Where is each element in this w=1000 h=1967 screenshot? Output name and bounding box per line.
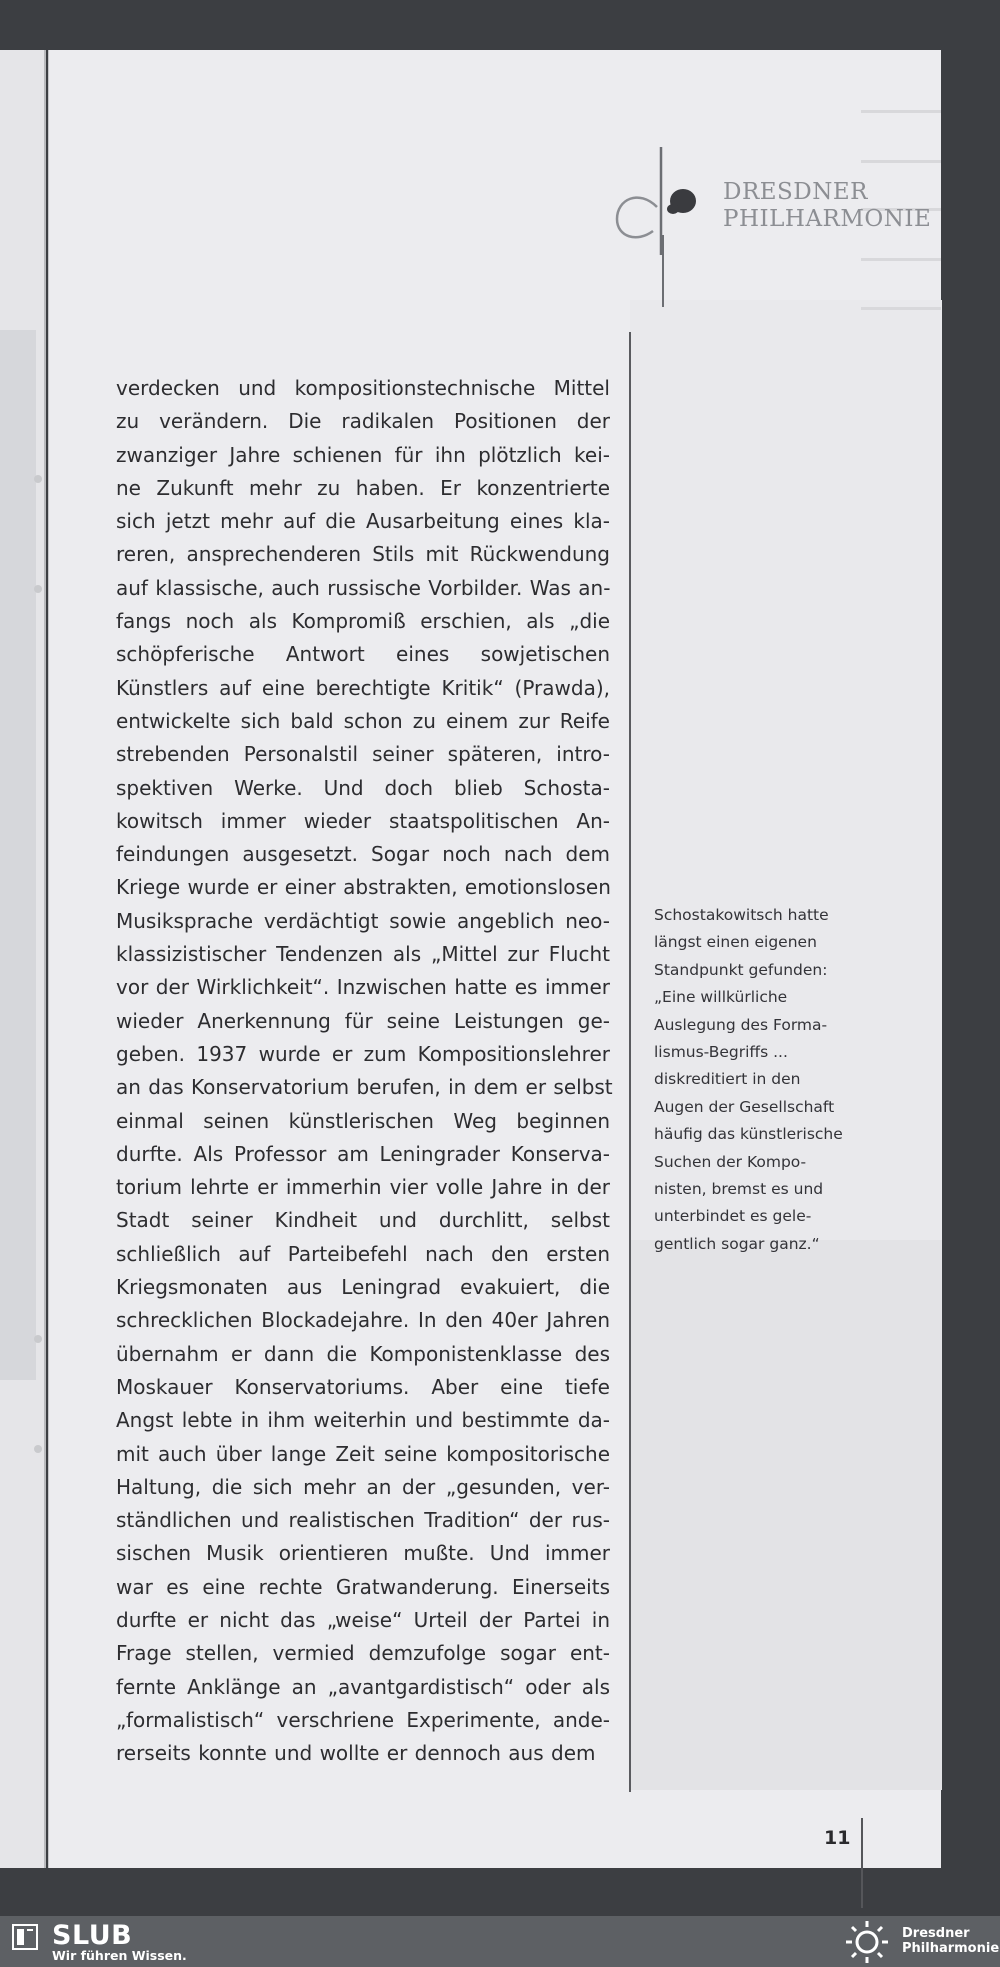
body-text-line: mit auch über lange Zeit seine kompositorische bbox=[116, 1441, 610, 1466]
page-number: 11 bbox=[824, 1827, 851, 1849]
body-text-line: schrecklichen Blockadejahre. In den 40er Jahren bbox=[116, 1308, 610, 1333]
body-text-line: an das Konservatorium berufen, in dem er selbst bbox=[116, 1075, 613, 1100]
body-text-line: reren, ansprechenderen Stils mit Rückwendung bbox=[116, 542, 610, 567]
body-text-line: rerseits konnte und wollte er dennoch aus dem bbox=[116, 1741, 596, 1766]
body-text-line: durfte er nicht das „weise“ Urteil der Partei in bbox=[116, 1607, 610, 1632]
sidebar-quote-line: Standpunkt gefunden: bbox=[654, 960, 828, 979]
body-text-line: feindungen ausgesetzt. Sogar noch nach dem bbox=[116, 842, 610, 867]
body-text-line: kowitsch immer wieder staatspolitischen An- bbox=[116, 808, 610, 833]
body-text-line: geben. 1937 wurde er zum Kompositionslehrer bbox=[116, 1041, 610, 1066]
body-text-line: übernahm er dann die Komponistenklasse des bbox=[116, 1341, 610, 1366]
body-text-line: Angst lebte in ihm weiterhin und bestimmte da- bbox=[116, 1408, 610, 1433]
body-text-line: Frage stellen, vermied demzufolge sogar ent- bbox=[116, 1641, 610, 1666]
body-text-line: zwanziger Jahre schienen für ihn plötzlich kei- bbox=[116, 442, 610, 467]
sidebar-quote-line: lismus-Begriffs ... bbox=[654, 1043, 788, 1062]
column-divider bbox=[629, 332, 631, 1792]
binding-hole bbox=[34, 585, 42, 593]
body-text-line: Kriegsmonaten aus Leningrad evakuiert, die bbox=[116, 1275, 610, 1300]
body-text-line: war es eine rechte Gratwanderung. Einerseits bbox=[116, 1574, 610, 1599]
body-text-line: ne Zukunft mehr zu haben. Er konzentrierte bbox=[116, 475, 610, 500]
body-text-line: durfte. Als Professor am Leningrader Konserva- bbox=[116, 1141, 610, 1166]
body-text-line: schließlich auf Parteibefehl nach den ersten bbox=[116, 1241, 610, 1266]
body-text-line: zu verändern. Die radikalen Positionen der bbox=[116, 409, 610, 434]
sidebar-quote-line: Suchen der Kompo- bbox=[654, 1152, 807, 1171]
body-text-line: Kriege wurde er einer abstrakten, emotionslosen bbox=[116, 875, 611, 900]
sidebar-quote-line: Augen der Gesellschaft bbox=[654, 1097, 835, 1116]
dresdner-philharmonie-logo bbox=[587, 95, 932, 315]
body-text-line: sischen Musik orientieren mußte. Und immer bbox=[116, 1541, 610, 1566]
sidebar-quote bbox=[654, 902, 904, 1258]
body-text-line: sich jetzt mehr auf die Ausarbeitung eines kla- bbox=[116, 509, 610, 534]
sidebar-background-lower bbox=[630, 1240, 942, 1790]
logo-name-line1: DRESDNER bbox=[723, 179, 868, 205]
sidebar-quote-line: Auslegung des Forma- bbox=[654, 1015, 828, 1034]
sidebar-quote-line: Schostakowitsch hatte bbox=[654, 906, 829, 924]
page-number-rule bbox=[861, 1818, 863, 1908]
dp-monogram-icon bbox=[587, 95, 717, 315]
slub-wordmark[interactable]: SLUB bbox=[52, 1920, 133, 1951]
body-text-line: einmal seinen künstlerischen Weg beginnen bbox=[116, 1108, 610, 1133]
body-text-line: ständlichen und realistischen Tradition“ der rus- bbox=[116, 1508, 610, 1533]
body-text-line: entwickelte sich bald schon zu einem zur Reife bbox=[116, 708, 610, 733]
body-text-line: Musiksprache verdächtigt sowie angeblich neo- bbox=[116, 908, 610, 933]
logo-wordmark bbox=[723, 179, 931, 233]
body-text-line: auf klassische, auch russische Vorbilder. Was an- bbox=[116, 575, 611, 600]
left-page-edge bbox=[0, 50, 46, 1868]
body-text-line: torium lehrte er immerhin vier volle Jahre in der bbox=[116, 1175, 610, 1200]
sidebar-quote-line: unterbindet es gele- bbox=[654, 1207, 812, 1226]
sidebar-quote-line: längst einen eigenen bbox=[654, 933, 817, 952]
sidebar-quote-line: nisten, bremst es und bbox=[654, 1180, 824, 1199]
binding-hole bbox=[34, 475, 42, 483]
main-body-text bbox=[116, 372, 613, 1770]
body-text-line: „formalistisch“ verschriene Experimente, ande- bbox=[116, 1707, 610, 1732]
sidebar-quote-line: häufig das künstlerische bbox=[654, 1125, 843, 1144]
slub-book-icon bbox=[12, 1924, 38, 1950]
footer-bar bbox=[0, 1916, 1000, 1967]
partner-name-line1: Dresdner bbox=[902, 1926, 970, 1941]
slub-tagline: Wir führen Wissen. bbox=[52, 1948, 187, 1963]
body-text-line: Haltung, die sich mehr an der „gesunden, ver- bbox=[116, 1474, 610, 1499]
sidebar-quote-line: „Eine willkürliche bbox=[654, 988, 788, 1007]
left-page-shade bbox=[0, 330, 36, 1380]
binding-hole bbox=[34, 1445, 42, 1453]
body-text-line: Moskauer Konservatoriums. Aber eine tiefe bbox=[116, 1374, 610, 1399]
body-text-line: klassizistischer Tendenzen als „Mittel zur Flucht bbox=[116, 942, 610, 967]
document-page bbox=[48, 50, 941, 1868]
body-text-line: fangs noch als Kompromiß erschien, als „die bbox=[116, 609, 610, 634]
logo-name-line2: PHILHARMONIE bbox=[723, 206, 932, 232]
body-text-line: spektiven Werke. Und doch blieb Schosta- bbox=[116, 775, 610, 800]
body-text-line: Künstlers auf eine berechtigte Kritik“ (Prawda), bbox=[116, 675, 610, 700]
body-text-line: schöpferische Antwort eines sowjetischen bbox=[116, 642, 610, 667]
sidebar-quote-line: diskreditiert in den bbox=[654, 1070, 801, 1089]
partner-name-line2: Philharmonie bbox=[902, 1941, 1000, 1956]
body-text-line: Stadt seiner Kindheit und durchlitt, selbst bbox=[116, 1208, 610, 1233]
binding-hole bbox=[34, 1335, 42, 1343]
body-text-line: strebenden Personalstil seiner späteren, intro- bbox=[116, 742, 610, 767]
philharmonie-sun-icon[interactable] bbox=[840, 1919, 894, 1965]
body-text-line: fernte Anklänge an „avantgardistisch“ oder als bbox=[116, 1674, 610, 1699]
sidebar-quote-line: gentlich sogar ganz.“ bbox=[654, 1234, 820, 1253]
body-text-line: verdecken und kompositionstechnische Mittel bbox=[116, 376, 610, 400]
body-text-line: vor der Wirklichkeit“. Inzwischen hatte es immer bbox=[116, 975, 610, 1000]
body-text-line: wieder Anerkennung für seine Leistungen ge- bbox=[116, 1008, 610, 1033]
philharmonie-wordmark bbox=[902, 1926, 999, 1956]
